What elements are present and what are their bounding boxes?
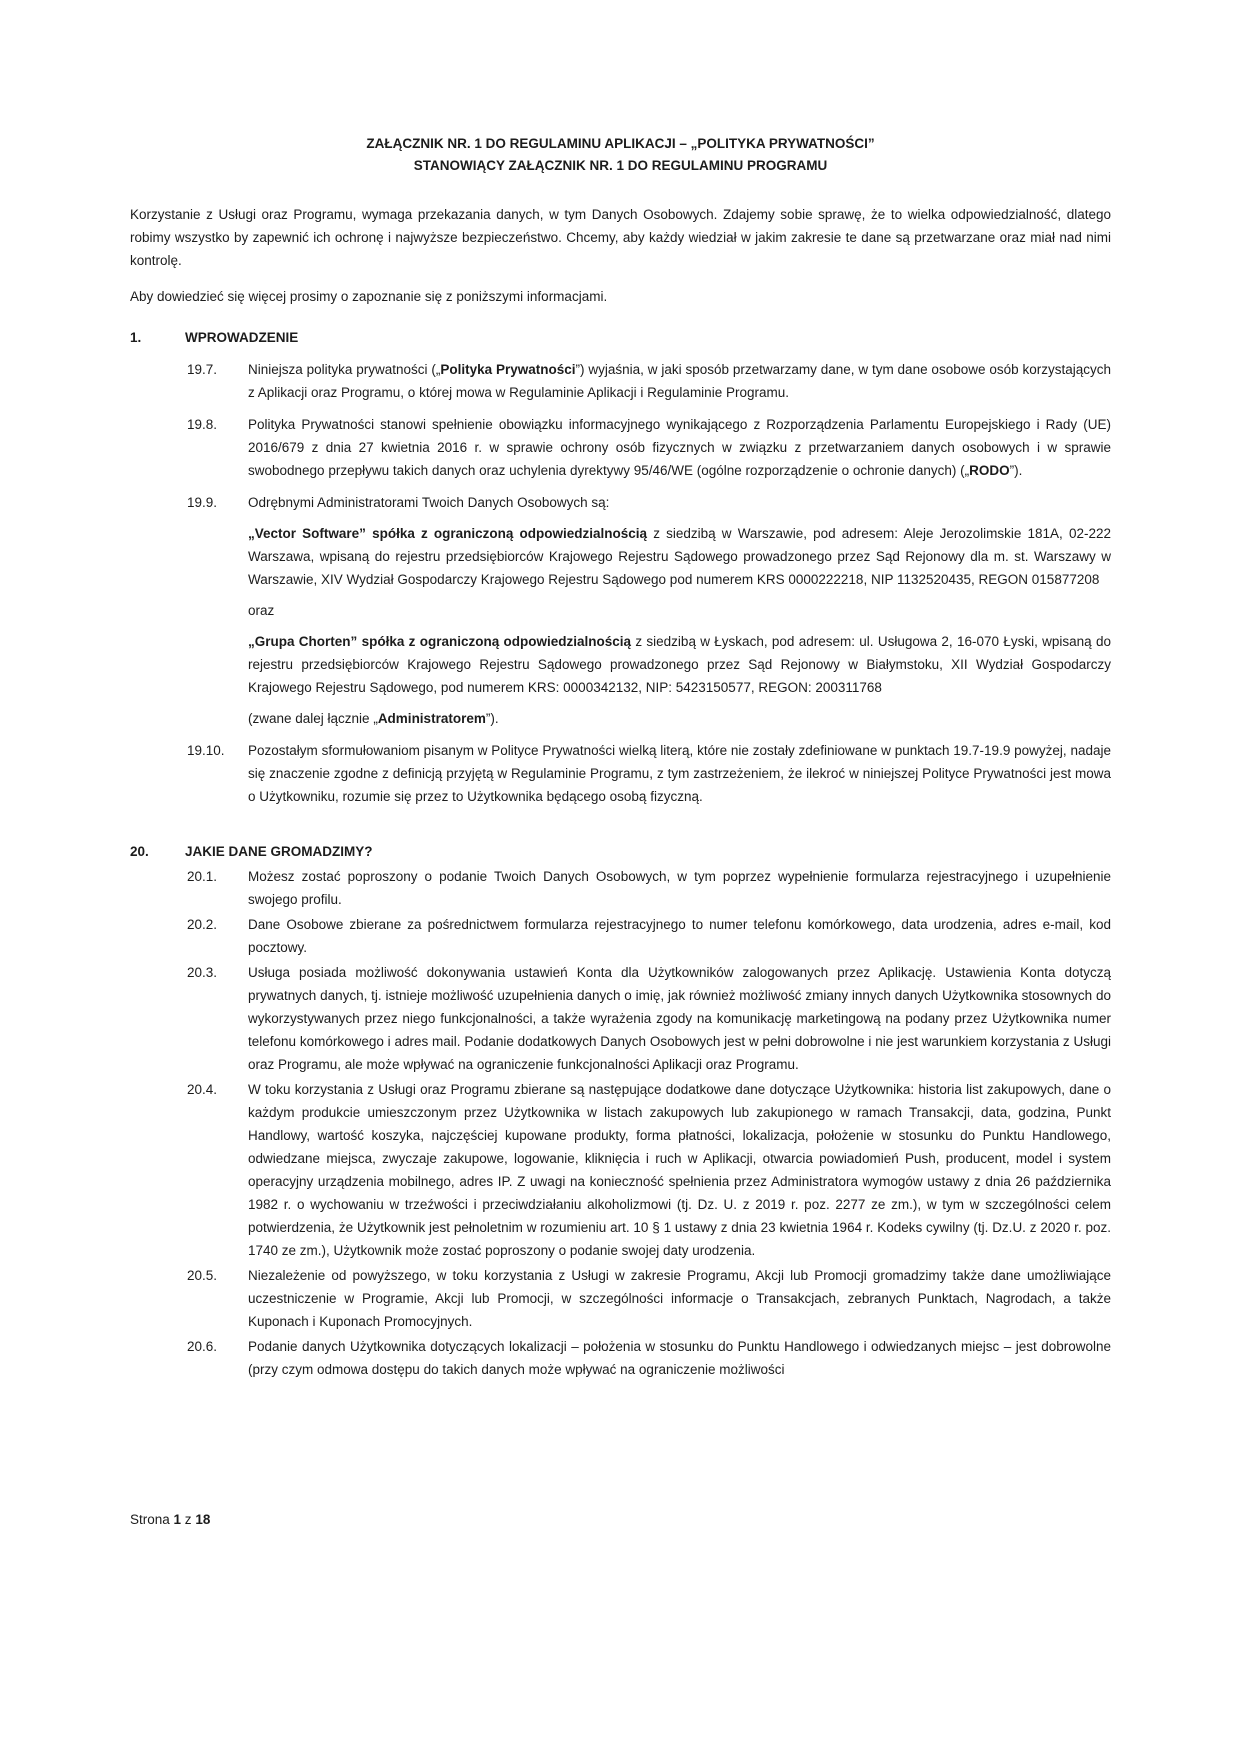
sub-paragraph (248, 707, 1111, 730)
list-item (130, 865, 1111, 911)
item-number: 20.4. (187, 1082, 218, 1097)
text: Odrębnymi Administratorami Twoich Danych Osobowych są: (248, 495, 610, 510)
bold-text: „Vector Software” spółka z ograniczoną odpowiedzialnością (248, 526, 648, 541)
footer-current-page: 1 (173, 1512, 182, 1527)
item-number: 20.3. (187, 965, 218, 980)
text: Polityka Prywatności stanowi spełnienie obowiązku informacyjnego wynikającego z Rozporządzenia Parlamentu Europejskiego i Rady (UE) 2016/679 z dnia 27 kwietnia 2016 r. w sprawie ochrony osób fizycznych w związku z przetwarzaniem danych osobowych i w sprawie swobodnego przepływu takich danych oraz uchylenia dyrektywy 95/46/WE (ogólne rozporządzenie o ochronie danych) („ (248, 417, 1111, 478)
item-number: 20.1. (187, 869, 218, 884)
text: Niniejsza polityka prywatności („ (248, 362, 441, 377)
section-header (130, 326, 1111, 349)
item-text (248, 961, 1111, 1076)
item-text (248, 413, 1111, 482)
text: ”). (1009, 463, 1023, 478)
section (130, 840, 1111, 1381)
item-text (248, 865, 1111, 911)
page-footer (130, 1508, 210, 1531)
list-item (130, 1078, 1111, 1262)
text: oraz (248, 603, 275, 618)
text: z siedzibą w Łyskach, pod adresem: ul. Usługowa 2, 16-070 Łyski, wpisaną do rejestru przedsiębiorców Krajowego Rejestru Sądowego prowadzonego przez Sąd Rejonowy w Białymstoku, XII Wydział Gospodarczy Krajowego Rejestru Sądowego, pod numerem KRS: 0000342132, NIP: 5423150577, REGON: 200311768 (248, 634, 1111, 695)
text: (zwane dalej łącznie „ (248, 711, 378, 726)
intro-paragraph-1: Korzystanie z Usługi oraz Programu, wymaga przekazania danych, w tym Danych Osobowych. Zdajemy sobie sprawę, że to wielka odpowiedzialność, dlatego robimy wszystko by zapewnić ich ochronę i najwyższe bezpieczeństwo. Chcemy, aby każdy wiedział w jakim zakresie te dane są przetwarzane oraz miał nad nimi kontrolę. (130, 207, 1111, 268)
item-text (248, 358, 1111, 404)
document-title-line2: STANOWIĄCY ZAŁĄCZNIK NR. 1 DO REGULAMINU PROGRAMU (413, 158, 828, 173)
list-item (130, 1264, 1111, 1333)
text: W toku korzystania z Usługi oraz Programu zbierane są następujące dodatkowe dane dotyczące Użytkownika: historia list zakupowych, dane o każdym produkcie umieszczonym przez Użytkownika w listach zakupowych lub zakupionego w ramach Transakcji, data, godzina, Punkt Handlowy, wartość koszyka, najczęściej kupowane produkty, forma płatności, lokalizacja, położenie w stosunku do Punktu Handlowego, odwiedzane miejsca, zwyczaje zakupowe, logowanie, kliknięcia i ruch w Aplikacji, otwarcia powiadomień Push, producent, model i system operacyjny urządzenia mobilnego, adres IP. Z uwagi na konieczność spełnienia przez Administratora wymogów ustawy z dnia 26 października 1982 r. o wychowaniu w trzeźwości i przeciwdziałaniu alkoholizmowi (tj. Dz. U. z 2019 r. poz. 2277 ze zm.), w tym w szczególności celem potwierdzenia, że Użytkownik jest pełnoletnim w rozumieniu art. 10 § 1 ustawy z dnia 23 kwietnia 1964 r. Kodeks cywilny (tj. Dz.U. z 2020 r. poz. 1740 ze zm.), Użytkownik może zostać poproszony o podanie swojej daty urodzenia. (248, 1082, 1111, 1258)
text: Pozostałym sformułowaniom pisanym w Polityce Prywatności wielką literą, które nie zostały zdefiniowane w punktach 19.7-19.9 powyżej, nadaje się znaczenie zgodne z definicją przyjętą w Regulaminie Programu, z tym zastrzeżeniem, że ilekroć w niniejszej Polityce Prywatności jest mowa o Użytkowniku, rozumie się przez to Użytkownika będącego osobą fizyczną. (248, 743, 1111, 804)
document-title (130, 133, 1111, 177)
text: ”) wyjaśnia, w jaki sposób przetwarzamy dane, w tym dane osobowe osób korzystających z Aplikacji oraz Programu, o której mowa w Regulaminie Aplikacji i Regulaminie Programu. (248, 362, 1111, 400)
text: Dane Osobowe zbierane za pośrednictwem formularza rejestracyjnego to numer telefonu komórkowego, data urodzenia, adres e-mail, kod pocztowy. (248, 917, 1111, 955)
bold-text: RODO (969, 463, 1010, 478)
item-number: 20.5. (187, 1268, 218, 1283)
item-number: 20.2. (187, 917, 218, 932)
text: z siedzibą w Warszawie, pod adresem: Aleje Jerozolimskie 181A, 02-222 Warszawa, wpisaną do rejestru przedsiębiorców Krajowego Rejestru Sądowego prowadzonego przez Sąd Rejonowy dla m. st. Warszawy w Warszawie, XIV Wydział Gospodarczy Krajowego Rejestru Sądowego pod numerem KRS 0000222218, NIP 1132520435, REGON 015877208 (248, 526, 1111, 587)
section-heading: JAKIE DANE GROMADZIMY? (185, 844, 373, 859)
section (130, 326, 1111, 808)
bold-text: Polityka Prywatności (440, 362, 576, 377)
list-item (130, 913, 1111, 959)
text: Możesz zostać poproszony o podanie Twoich Danych Osobowych, w tym poprzez wypełnienie formularza rejestracyjnego i uzupełnienie swojego profilu. (248, 869, 1111, 907)
item-number: 20.6. (187, 1339, 218, 1354)
sub-paragraph (248, 522, 1111, 591)
footer-total-pages: 18 (195, 1512, 211, 1527)
list-item (130, 1335, 1111, 1381)
footer-separator: z (181, 1512, 196, 1527)
item-text (248, 913, 1111, 959)
document-title-line1: ZAŁĄCZNIK NR. 1 DO REGULAMINU APLIKACJI – „POLITYKA PRYWATNOŚCI” (366, 136, 875, 151)
item-text (248, 739, 1111, 808)
text: ”). (485, 711, 499, 726)
section-heading: WPROWADZENIE (185, 330, 299, 345)
list-item (130, 358, 1111, 404)
section-header (130, 840, 1111, 863)
sub-paragraph (248, 599, 1111, 622)
list-item (130, 961, 1111, 1076)
list-item (130, 491, 1111, 514)
text: Usługa posiada możliwość dokonywania ustawień Konta dla Użytkowników zalogowanych przez Aplikację. Ustawienia Konta dotyczą prywatnych danych, tj. istnieje możliwość uzupełnienia danych o imię, jak również możliwość zmiany innych danych Użytkownika stosownych do wykorzystywanych przez niego funkcjonalności, a także wyrażenia zgody na komunikację marketingową na podany przez Użytkownika numer telefonu komórkowego i adres mail. Podanie dodatkowych Danych Osobowych jest w pełni dobrowolne i nie jest warunkiem korzystania z Usługi oraz Programu, ale może wpływać na ograniczenie funkcjonalności Aplikacji oraz Programu. (248, 965, 1111, 1072)
section-number: 20. (130, 844, 149, 859)
item-text (248, 1078, 1111, 1262)
list-item (130, 413, 1111, 482)
text: Niezależenie od powyższego, w toku korzystania z Usługi w zakresie Programu, Akcji lub Promocji gromadzimy także dane umożliwiające uczestniczenie w Programie, Akcji lub Promocji, w szczególności informacje o Transakcjach, zebranych Punktach, Nagrodach, a także Kuponach i Kuponach Promocyjnych. (248, 1268, 1111, 1329)
list-item (130, 739, 1111, 808)
item-number: 19.10. (187, 743, 225, 758)
document-content (130, 133, 1111, 1381)
document-body (130, 326, 1111, 1381)
item-number: 19.8. (187, 417, 218, 432)
item-number: 19.7. (187, 362, 218, 377)
section-number: 1. (130, 330, 142, 345)
footer-label: Strona (130, 1512, 174, 1527)
item-text (248, 1264, 1111, 1333)
bold-text: Administratorem (377, 711, 486, 726)
bold-text: „Grupa Chorten” spółka z ograniczoną odpowiedzialnością (248, 634, 632, 649)
sub-paragraph (248, 630, 1111, 699)
item-text (248, 1335, 1111, 1381)
item-text (248, 491, 1111, 514)
item-number: 19.9. (187, 495, 218, 510)
text: Podanie danych Użytkownika dotyczących lokalizacji – położenia w stosunku do Punktu Handlowego i odwiedzanych miejsc – jest dobrowolne (przy czym odmowa dostępu do takich danych może wpływać na ograniczenie możliwości (248, 1339, 1111, 1377)
intro-paragraph-2: Aby dowiedzieć się więcej prosimy o zapoznanie się z poniższymi informacjami. (130, 289, 608, 304)
